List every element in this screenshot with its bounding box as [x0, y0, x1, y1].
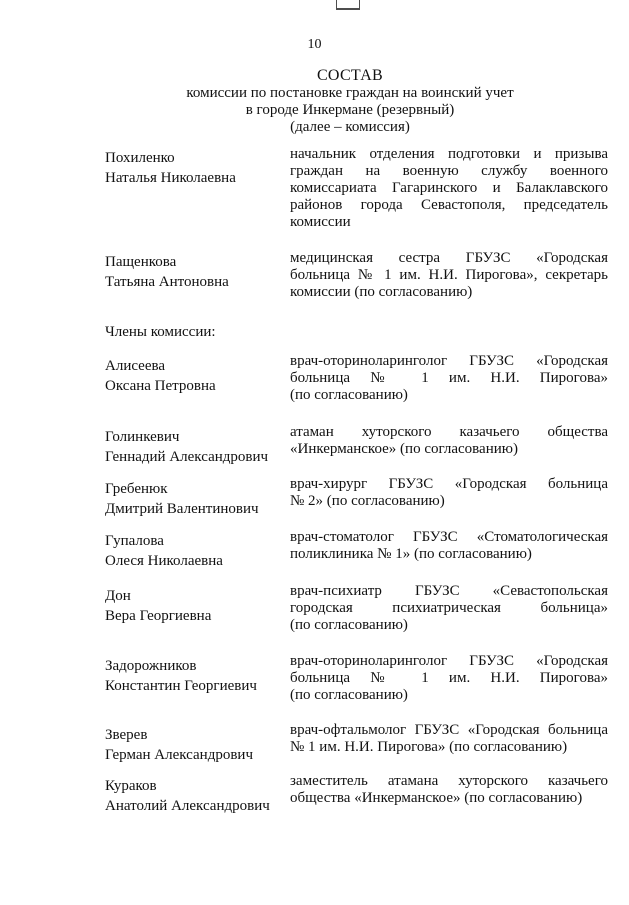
- person-name: [105, 725, 285, 765]
- role-line: городская психиатрическая больница»: [290, 600, 608, 616]
- role-line: комиссии (по согласованию): [290, 284, 473, 300]
- person-surname: Голинкевич: [105, 429, 180, 445]
- role-line: начальник отделения подготовки и призыва: [290, 146, 608, 162]
- person-role: [290, 773, 608, 807]
- person-role: [290, 353, 608, 404]
- members-label: Члены комиссии:: [105, 324, 216, 340]
- person-name: [105, 356, 285, 396]
- role-line: врач-офтальмолог ГБУЗС «Городская больница: [290, 722, 608, 738]
- person-role: [290, 653, 608, 704]
- person-given-names: Оксана Петровна: [105, 378, 216, 394]
- person-role: [290, 583, 608, 634]
- document-title-block: [150, 67, 550, 136]
- role-line: врач-оториноларинголог ГБУЗС «Городская: [290, 353, 608, 369]
- person-role: [290, 250, 608, 301]
- person-given-names: Геннадий Александрович: [105, 449, 269, 465]
- role-line: больница № 1 им. Н.И. Пирогова», секретарь: [290, 267, 608, 283]
- role-line: граждан на военную службу военного: [290, 163, 608, 179]
- role-line: «Инкерманское» (по согласованию): [290, 441, 518, 457]
- person-name: [105, 776, 285, 816]
- person-given-names: Вера Георгиевна: [105, 608, 212, 624]
- role-line: врач-психиатр ГБУЗС «Севастопольская: [290, 583, 608, 599]
- person-surname: Похиленко: [105, 150, 175, 166]
- person-surname: Зверев: [105, 727, 148, 743]
- role-line: № 1 им. Н.И. Пирогова» (по согласованию): [290, 739, 568, 755]
- person-given-names: Герман Александрович: [105, 747, 253, 763]
- role-line: (по согласованию): [290, 617, 408, 633]
- role-line: врач-оториноларинголог ГБУЗС «Городская: [290, 653, 608, 669]
- role-line: общества «Инкерманское» (по согласованию): [290, 790, 583, 806]
- top-edge-mark: [336, 0, 360, 10]
- person-surname: Гребенюк: [105, 481, 168, 497]
- person-given-names: Константин Георгиевич: [105, 678, 257, 694]
- person-name: [105, 427, 285, 467]
- person-name: [105, 148, 285, 188]
- person-name: [105, 252, 285, 292]
- person-surname: Пащенкова: [105, 254, 177, 270]
- role-line: комиссариата Гагаринского и Балаклавского: [290, 180, 608, 196]
- person-given-names: Дмитрий Валентинович: [105, 501, 259, 517]
- role-line: поликлиника № 1» (по согласованию): [290, 546, 532, 562]
- role-line: (по согласованию): [290, 387, 408, 403]
- person-name: [105, 531, 285, 571]
- role-line: врач-стоматолог ГБУЗС «Стоматологическая: [290, 529, 608, 545]
- role-line: больница № 1 им. Н.И. Пирогова»: [290, 370, 608, 386]
- role-line: № 2» (по согласованию): [290, 493, 445, 509]
- person-surname: Гупалова: [105, 533, 164, 549]
- role-line: атаман хуторского казачьего общества: [290, 424, 608, 440]
- person-given-names: Олеся Николаевна: [105, 553, 223, 569]
- document-subtitle-line: (далее – комиссия): [290, 119, 410, 135]
- person-surname: Алисеева: [105, 358, 166, 374]
- page-number: 10: [307, 37, 322, 52]
- person-surname: Дон: [105, 588, 131, 604]
- role-line: больница № 1 им. Н.И. Пирогова»: [290, 670, 608, 686]
- person-role: [290, 146, 608, 231]
- person-surname: Задорожников: [105, 658, 197, 674]
- person-role: [290, 722, 608, 756]
- person-given-names: Наталья Николаевна: [105, 170, 236, 186]
- person-role: [290, 476, 608, 510]
- person-given-names: Татьяна Антоновна: [105, 274, 229, 290]
- role-line: комиссии: [290, 214, 351, 230]
- role-line: (по согласованию): [290, 687, 408, 703]
- document-subtitle-line: комиссии по постановке граждан на воинский учет: [186, 85, 514, 101]
- person-given-names: Анатолий Александрович: [105, 798, 270, 814]
- person-name: [105, 586, 285, 626]
- person-role: [290, 529, 608, 563]
- role-line: заместитель атамана хуторского казачьего: [290, 773, 608, 789]
- document-subtitle-line: в городе Инкермане (резервный): [245, 102, 455, 118]
- person-name: [105, 479, 285, 519]
- person-role: [290, 424, 608, 458]
- person-name: [105, 656, 285, 696]
- role-line: медицинская сестра ГБУЗС «Городская: [290, 250, 608, 266]
- role-line: врач-хирург ГБУЗС «Городская больница: [290, 476, 608, 492]
- document-title: СОСТАВ: [316, 67, 384, 84]
- person-surname: Кураков: [105, 778, 157, 794]
- role-line: районов города Севастополя, председатель: [290, 197, 608, 213]
